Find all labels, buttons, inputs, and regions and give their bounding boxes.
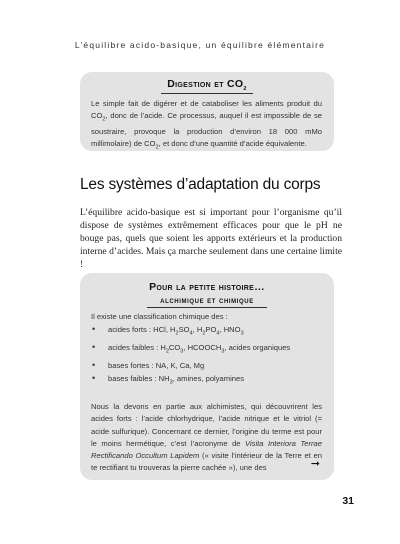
classification-list <box>80 323 334 390</box>
list-item: • acides faibles : $H_2CO_3$, $HCOOCH_3$, acides organiques <box>91 341 322 359</box>
history-text: Nous la devons en partie aux alchimistes, qui découvrirent les acides forts : l’acide chlorhydrique, l’acide nitrique et le vitriol (= acide sulfurique). Concernant ce dernier, l’origine du terme est pour le moins hermétique, c’est l’acronyme de Visita Interiora Terrae Rectificando Occultum Lapidem (« visite l’intérieur de la Terre et en te rectifiant tu trouveras la pierre cachée »), une des <box>91 401 323 473</box>
history-box <box>80 273 334 480</box>
page-number: 31 <box>342 495 354 507</box>
history-box-subtitle: alchimique et chimique <box>80 294 334 308</box>
body-paragraph: L’équilibre acido-basique est si important pour l’organisme qu’il dispose de systèmes extrêmement efficaces pour que le pH ne bouge pas, quels que soient les apports extérieurs et la production interne d’acides. Mais ça marche seulement dans une certaine limite ! <box>80 207 342 270</box>
list-item: • bases fortes : NA, K, Ca, Mg <box>91 359 322 372</box>
classification-intro: Il existe une classification chimique des : <box>91 312 228 321</box>
digestion-box-text: Le simple fait de digérer et de cataboliser les aliments produit du $CO_2$, donc de l’acide. Ce processus, auquel il est impossible de se soustraire, provoque la production d’environ 18 000 mMo millimolaire) de $CO_2$, et donc d’une quantité d’acide équivalente. <box>91 99 322 151</box>
subtitle-underline <box>147 307 267 308</box>
history-box-title: Pour la petite histoire… <box>149 281 265 293</box>
list-item: • acides forts : HCl, $H_2SO_4$, $H_2PO_4$, $HNO_3$ <box>91 323 322 341</box>
digestion-box-title: Digestion et $CO_2$ <box>80 78 334 94</box>
running-head: L’équilibre acido-basique, un équilibre élémentaire <box>74 40 326 50</box>
section-title: Les systèmes d’adaptation du corps <box>80 176 321 193</box>
title-underline <box>161 93 253 94</box>
list-item: • bases faibles : $NH_3$, amines, polyamines <box>91 372 322 390</box>
continue-arrow-icon: ➞ <box>310 458 320 470</box>
digestion-box <box>80 72 334 151</box>
